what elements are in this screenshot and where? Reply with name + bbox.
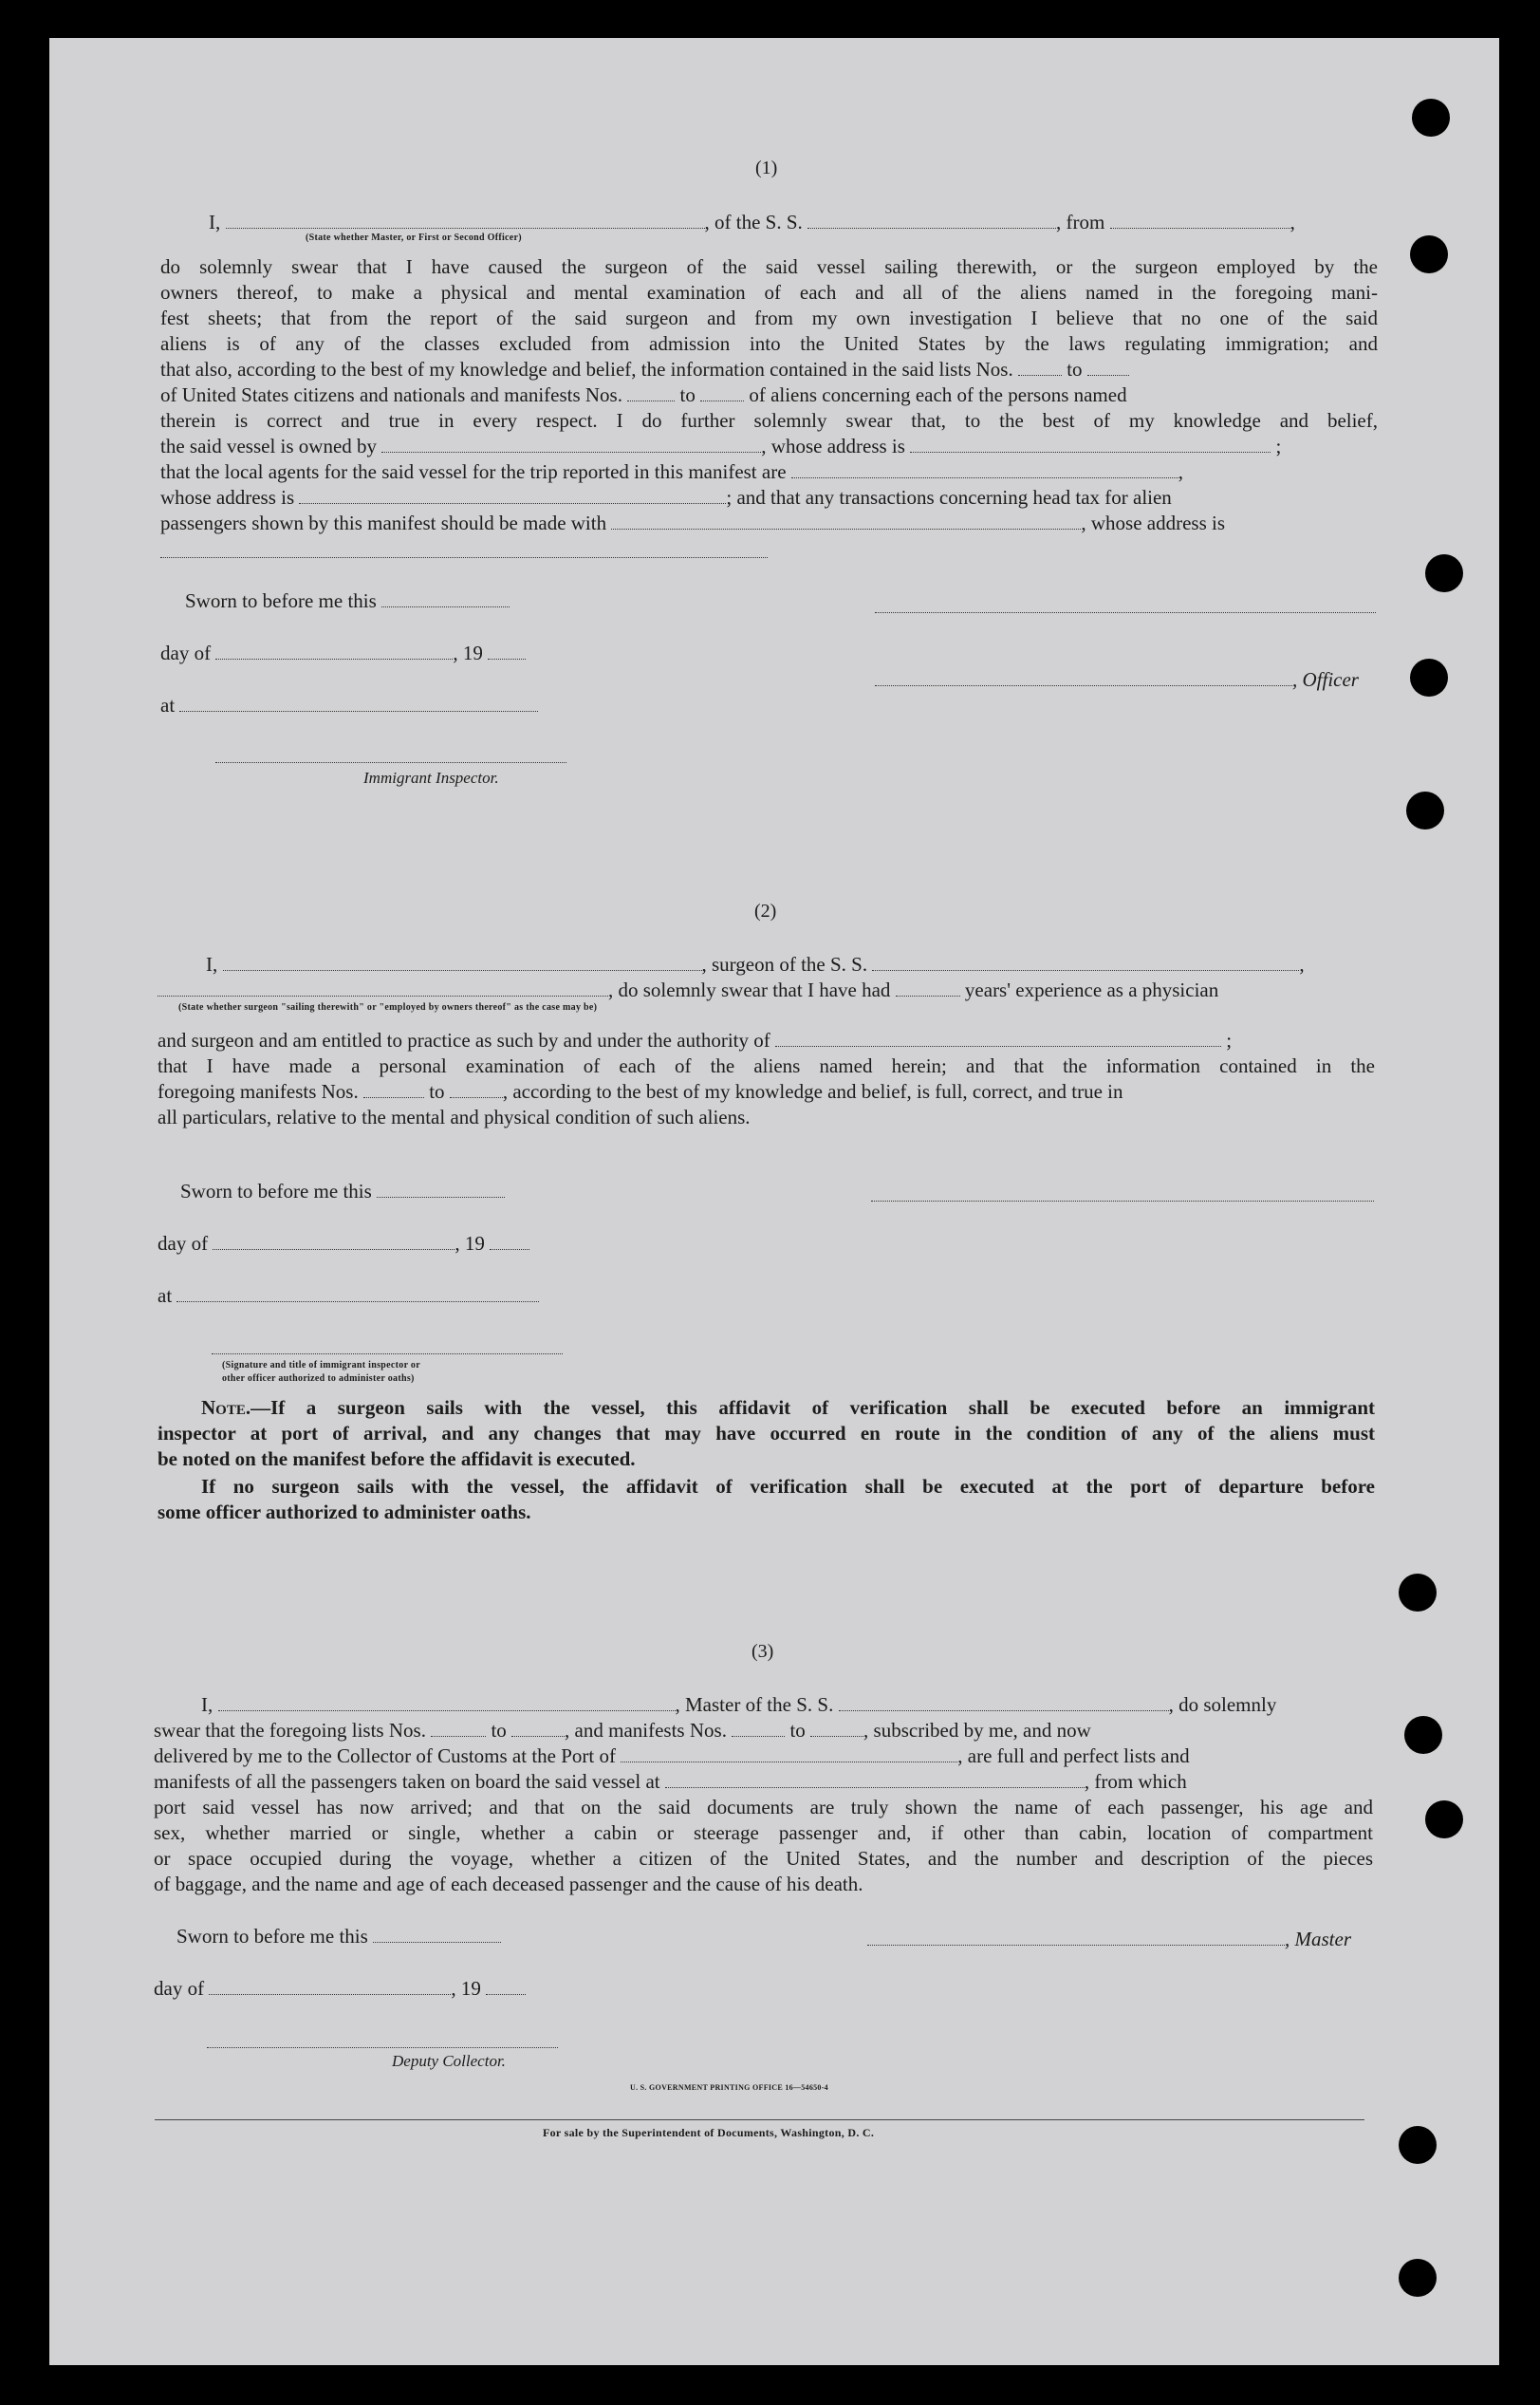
text-fragment: , according to the best of my knowledge and belief, is full, correct, and true in <box>502 1080 1123 1103</box>
text-fragment: swear that the foregoing lists Nos. <box>154 1719 426 1742</box>
manifests-to-field[interactable] <box>450 1083 503 1098</box>
years-field[interactable] <box>896 981 960 997</box>
text-line: or space occupied during the voyage, whether a citizen of the United States, and the number and description of the pieces <box>154 1847 1373 1870</box>
text-line: inspector at port of arrival, and any changes that may have occurred en route in the condition of any of the aliens must <box>158 1422 1375 1445</box>
lists-from-field[interactable] <box>1018 361 1062 376</box>
section-1-number: (1) <box>755 158 778 178</box>
lists-from-field[interactable] <box>431 1722 486 1737</box>
text-line: owners thereof, to make a physical and mental examination of each and all of the aliens named in the foregoing mani- <box>160 281 1378 304</box>
day-line-3 <box>154 1976 526 2002</box>
deputy-signature-line[interactable] <box>207 2046 558 2048</box>
manifests-from-field[interactable] <box>627 386 675 401</box>
text-line <box>201 1692 1276 1718</box>
text-line: If no surgeon sails with the vessel, the affidavit of verification shall be executed at the port of departure before <box>201 1475 1375 1498</box>
at-line-2 <box>158 1283 539 1309</box>
text-fragment: the said vessel is owned by <box>160 435 378 457</box>
text-line: fest sheets; that from the report of the said surgeon and from my own investigation I believe that no one of the said <box>160 307 1378 329</box>
text-line <box>160 357 1129 382</box>
text-fragment: , <box>1299 953 1305 976</box>
text-fragment: that also, according to the best of my knowledge and belief, the information contained in the said lists Nos. <box>160 358 1013 381</box>
section-3-i: I, <box>201 1693 213 1716</box>
note-label: Note. <box>201 1396 251 1419</box>
text-fragment: , surgeon of the S. S. <box>701 953 868 976</box>
text-line <box>158 1079 1123 1105</box>
text-line <box>158 1028 1232 1053</box>
punch-hole <box>1404 1716 1442 1754</box>
master-vessel-field[interactable] <box>839 1696 1169 1711</box>
day-label: day of <box>154 1977 205 2000</box>
officer-signature-line[interactable] <box>875 611 1376 613</box>
sworn-label: Sworn to before me this <box>176 1925 368 1948</box>
officer-label: , Officer <box>1292 668 1359 691</box>
punch-hole <box>1399 2126 1437 2164</box>
manifests-to-field[interactable] <box>810 1722 863 1737</box>
punch-hole <box>1399 2259 1437 2297</box>
of-ss-label: , of the S. S. <box>704 211 803 233</box>
punch-hole <box>1410 235 1448 273</box>
manifests-from-field[interactable] <box>732 1722 785 1737</box>
name-field[interactable] <box>226 214 705 229</box>
text-fragment: of aliens concerning each of the persons named <box>749 383 1127 406</box>
signature-caption: (Signature and title of immigrant inspector or <box>222 1360 420 1370</box>
text-fragment: , do solemnly swear that I have had <box>608 979 891 1001</box>
officer-line <box>875 667 1359 693</box>
text-line: some officer authorized to administer oaths. <box>158 1501 531 1523</box>
text-line: aliens is of any of the classes excluded from admission into the United States by the laws regulating immigration; and <box>160 332 1378 355</box>
text-line: sex, whether married or single, whether a cabin or steerage passenger and, if other than cabin, location of compartment <box>154 1821 1373 1844</box>
text-fragment: , are full and perfect lists and <box>957 1744 1190 1767</box>
text-line <box>154 1718 1091 1743</box>
text-fragment: and surgeon and am entitled to practice as such by and under the authority of <box>158 1029 770 1052</box>
year-field[interactable] <box>488 644 526 660</box>
master-name-field[interactable] <box>218 1696 676 1711</box>
text-fragment: years' experience as a physician <box>964 979 1219 1001</box>
punch-hole <box>1399 1574 1437 1612</box>
surgeon-vessel-field[interactable] <box>872 956 1299 971</box>
text-line: be noted on the manifest before the affidavit is executed. <box>158 1447 636 1470</box>
punch-hole <box>1412 99 1450 137</box>
text-fragment: , and manifests Nos. <box>565 1719 727 1742</box>
day-label: day of <box>160 642 212 664</box>
text-fragment: manifests of all the passengers taken on board the said vessel at <box>154 1770 660 1793</box>
owner-address-field[interactable] <box>910 438 1271 453</box>
text-line: all particulars, relative to the mental and physical condition of such aliens. <box>158 1106 751 1128</box>
from-field[interactable] <box>1110 214 1290 229</box>
text-line <box>154 1743 1190 1769</box>
text-fragment: , do solemnly <box>1168 1693 1277 1716</box>
text-fragment: , whose address is <box>761 435 905 457</box>
day-label: day of <box>158 1232 209 1255</box>
text-line <box>160 434 1281 459</box>
lists-to-field[interactable] <box>1087 361 1129 376</box>
year-label: , 19 <box>451 1977 481 2000</box>
section-2-line-1 <box>206 952 1305 978</box>
sworn-label: Sworn to before me this <box>185 589 377 612</box>
text-line <box>160 382 1127 408</box>
section-1-caption: (State whether Master, or First or Second Officer) <box>306 233 522 243</box>
manifests-to-field[interactable] <box>700 386 744 401</box>
text-fragment: that the local agents for the said vessel for the trip reported in this manifest are <box>160 460 787 483</box>
year-label: , 19 <box>455 1232 485 1255</box>
sworn-line-1 <box>185 588 510 614</box>
surgeon-name-field[interactable] <box>223 956 702 971</box>
manifests-from-field[interactable] <box>363 1083 424 1098</box>
surgeon-status-field[interactable] <box>158 981 608 997</box>
text-fragment: to <box>429 1080 445 1103</box>
footer-rule <box>155 2119 1364 2120</box>
text-fragment: ; and that any transactions concerning head tax for alien <box>726 486 1172 509</box>
text-fragment: to <box>491 1719 507 1742</box>
sworn-date-field[interactable] <box>377 1183 505 1198</box>
punch-hole <box>1425 554 1463 592</box>
text-line: of baggage, and the name and age of each deceased passenger and the cause of his death. <box>154 1873 863 1895</box>
punch-hole <box>1425 1800 1463 1838</box>
owner-field[interactable] <box>381 438 761 453</box>
text-fragment: to <box>1067 358 1083 381</box>
sworn-line-3 <box>176 1924 501 1949</box>
sworn-label: Sworn to before me this <box>180 1180 372 1202</box>
text-line <box>160 485 1172 511</box>
text-line: that I have made a personal examination of each of the aliens named herein; and that the information contained in the <box>158 1054 1375 1077</box>
text-fragment: ; <box>1275 435 1282 457</box>
day-field[interactable] <box>213 1235 455 1250</box>
signature-caption: other officer authorized to administer oaths) <box>222 1373 415 1384</box>
boarding-port-field[interactable] <box>665 1773 1085 1788</box>
master-label: , Master <box>1285 1928 1351 1950</box>
text-fragment: to <box>789 1719 806 1742</box>
punctuation: , <box>1290 211 1295 233</box>
text-line <box>160 511 1225 536</box>
sale-notice: For sale by the Superintendent of Documents, Washington, D. C. <box>543 2126 875 2139</box>
year-label: , 19 <box>453 642 483 664</box>
vessel-field[interactable] <box>807 214 1056 229</box>
surgeon-signature-line[interactable] <box>871 1200 1374 1202</box>
lists-to-field[interactable] <box>511 1722 565 1737</box>
section-3-number: (3) <box>751 1641 774 1662</box>
punch-hole <box>1406 792 1444 830</box>
text-line: port said vessel has now arrived; and that on the said documents are truly shown the name of each passenger, his age and <box>154 1796 1373 1818</box>
day-line-1 <box>160 641 526 666</box>
section-2-number: (2) <box>754 901 777 922</box>
agents-address-field[interactable] <box>299 489 726 504</box>
master-line <box>867 1927 1351 1952</box>
section-2-line-2 <box>158 978 1218 1003</box>
inspector-signature-line[interactable] <box>215 761 566 763</box>
text-line <box>154 1769 1187 1795</box>
at-field[interactable] <box>179 697 538 712</box>
year-field[interactable] <box>486 1980 526 1995</box>
at-label: at <box>158 1284 173 1307</box>
day-field[interactable] <box>215 644 453 660</box>
officer-field[interactable] <box>875 671 1292 686</box>
text-fragment: delivered by me to the Collector of Customs at the Port of <box>154 1744 616 1767</box>
text-fragment: ; <box>1226 1029 1233 1052</box>
at-label: at <box>160 694 176 717</box>
gpo-imprint: U. S. GOVERNMENT PRINTING OFFICE 16—54650-4 <box>630 2083 828 2092</box>
year-field[interactable] <box>490 1235 529 1250</box>
text-fragment: , <box>1178 460 1184 483</box>
master-signature-field[interactable] <box>867 1930 1285 1946</box>
section-1-i: I, <box>209 211 221 233</box>
text-fragment: , from which <box>1084 1770 1187 1793</box>
from-label: , from <box>1056 211 1105 233</box>
authority-field[interactable] <box>775 1032 1221 1047</box>
text-line <box>160 459 1183 485</box>
head-tax-field[interactable] <box>611 514 1081 530</box>
day-line-2 <box>158 1231 529 1257</box>
sworn-date-field[interactable] <box>381 592 510 607</box>
deputy-label: Deputy Collector. <box>392 2052 506 2070</box>
inspector-signature-line[interactable] <box>212 1352 563 1354</box>
text-fragment: —If a surgeon sails with the vessel, this affidavit of verification shall be executed before an immigrant <box>250 1396 1375 1419</box>
text-line: therein is correct and true in every respect. I do further solemnly swear that, to the best of my knowledge and belief, <box>160 409 1378 432</box>
text-fragment: , Master of the S. S. <box>675 1693 834 1716</box>
section-2-i: I, <box>206 953 218 976</box>
address-continuation-line[interactable] <box>160 556 768 558</box>
section-2-caption: (State whether surgeon "sailing therewith" or "employed by owners thereof" as the case may be) <box>178 1002 598 1013</box>
text-fragment: , whose address is <box>1081 512 1226 534</box>
punch-hole <box>1410 659 1448 697</box>
agents-field[interactable] <box>791 463 1178 478</box>
text-fragment: foregoing manifests Nos. <box>158 1080 359 1103</box>
sworn-date-field[interactable] <box>373 1928 501 1943</box>
text-line: do solemnly swear that I have caused the surgeon of the said vessel sailing therewith, or the surgeon employed by the <box>160 255 1378 278</box>
inspector-label: Immigrant Inspector. <box>363 769 499 787</box>
text-line <box>201 1395 1375 1421</box>
text-fragment: to <box>679 383 696 406</box>
at-field[interactable] <box>176 1287 539 1302</box>
text-fragment: whose address is <box>160 486 295 509</box>
text-fragment: of United States citizens and nationals and manifests Nos. <box>160 383 622 406</box>
text-fragment: passengers shown by this manifest should be made with <box>160 512 607 534</box>
sworn-line-2 <box>180 1179 505 1204</box>
text-fragment: , subscribed by me, and now <box>863 1719 1091 1742</box>
day-field[interactable] <box>209 1980 451 1995</box>
port-field[interactable] <box>621 1747 957 1762</box>
at-line-1 <box>160 693 538 718</box>
